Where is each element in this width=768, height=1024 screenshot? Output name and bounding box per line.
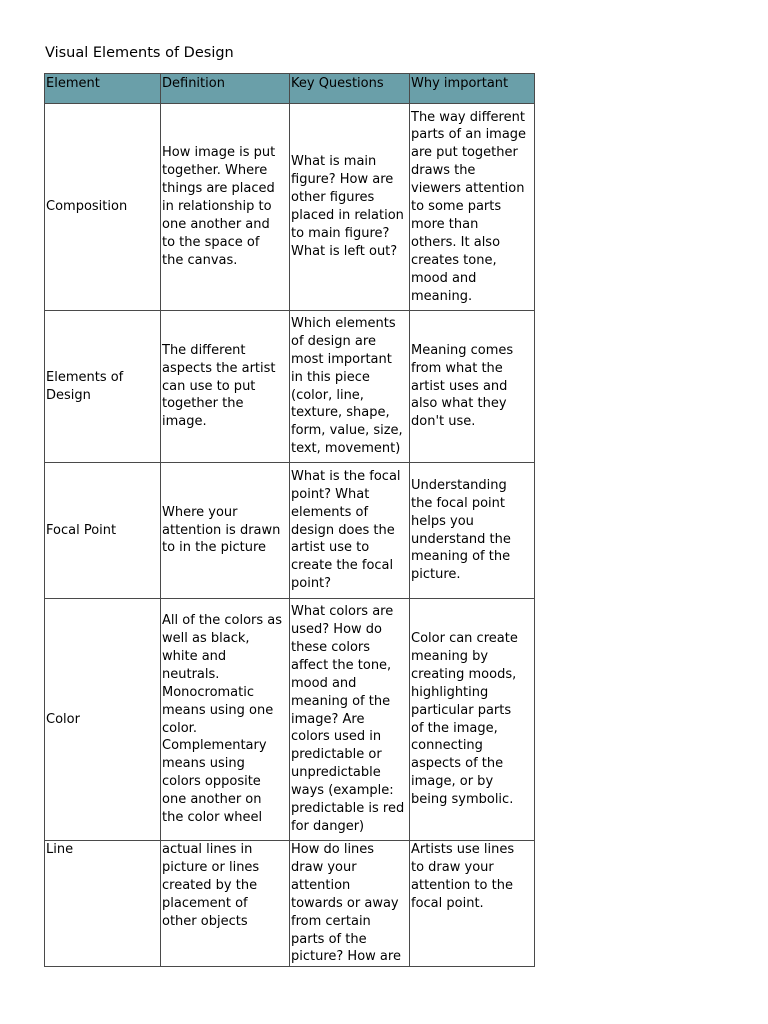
why-text: Meaning comes from what the artist uses and also what they don't use. [411, 342, 514, 430]
header-definition: Definition [161, 74, 290, 104]
cell-why [410, 841, 535, 967]
cell-why [410, 311, 535, 463]
page-title: Visual Elements of Design [45, 45, 234, 61]
why-text: Color can create meaning by creating moods, highlighting particular parts of the image, connecting aspects of the image, or by being symbolic. [411, 630, 518, 808]
questions-text: How do lines draw your attention towards or away from certain parts of the picture? How are [291, 842, 401, 965]
cell-element [45, 311, 161, 463]
header-key-questions: Key Questions [290, 74, 410, 104]
cell-element [45, 841, 161, 967]
definition-text: All of the colors as well as black, white and neutrals. Monocromatic means using one color. Complementary means using colors opposite one another on the color wheel [162, 613, 283, 826]
cell-definition [161, 104, 290, 311]
cell-element [45, 599, 161, 841]
table-row [45, 104, 535, 311]
definition-text: How image is put together. Where things are placed in relationship to one another and to the space of the canvas. [162, 145, 276, 268]
cell-questions [290, 311, 410, 463]
element-name: Line [46, 842, 74, 857]
why-text: Understanding the focal point helps you understand the meaning of the picture. [411, 477, 511, 583]
definition-text: The different aspects the artist can use to put together the image. [162, 342, 276, 430]
element-name: Focal Point [46, 522, 117, 538]
cell-definition [161, 311, 290, 463]
cell-definition [161, 463, 290, 599]
element-name: Elements of Design [46, 369, 124, 403]
cell-why [410, 463, 535, 599]
table-row [45, 311, 535, 463]
cell-questions [290, 599, 410, 841]
questions-text: What colors are used? How do these colors affect the tone, mood and meaning of the image? Are colors used in predictable or unpredictable ways (example: predictable is red for danger) [291, 604, 405, 834]
cell-why [410, 599, 535, 841]
cell-questions [290, 841, 410, 967]
definition-text: actual lines in picture or lines created by the placement of other objects [162, 842, 260, 929]
cell-questions [290, 104, 410, 311]
definition-text: Where your attention is drawn to in the picture [162, 504, 281, 556]
cell-definition [161, 841, 290, 967]
questions-text: What is main figure? How are other figures placed in relation to main figure? What is left out? [291, 154, 404, 259]
cell-element [45, 104, 161, 311]
cell-element [45, 463, 161, 599]
questions-text: What is the focal point? What elements of design does the artist use to create the focal point? [291, 468, 401, 592]
cell-why [410, 104, 535, 311]
cell-questions [290, 463, 410, 599]
why-text: The way different parts of an image are put together draws the viewers attention to some parts more than others. It also creates tone, mood and meaning. [411, 109, 527, 304]
design-elements-table [44, 73, 535, 967]
table-row [45, 841, 535, 967]
questions-text: Which elements of design are most important in this piece (color, line, texture, shape, form, value, size, text, movement) [291, 315, 403, 457]
element-name: Color [46, 711, 80, 727]
cell-definition [161, 599, 290, 841]
why-text: Artists use lines to draw your attention to the focal point. [411, 842, 515, 911]
element-name: Composition [46, 199, 128, 215]
table-row [45, 463, 535, 599]
header-element: Element [45, 74, 161, 104]
header-why-important: Why important [410, 74, 535, 104]
table-row [45, 599, 535, 841]
table-header-row [45, 74, 535, 104]
